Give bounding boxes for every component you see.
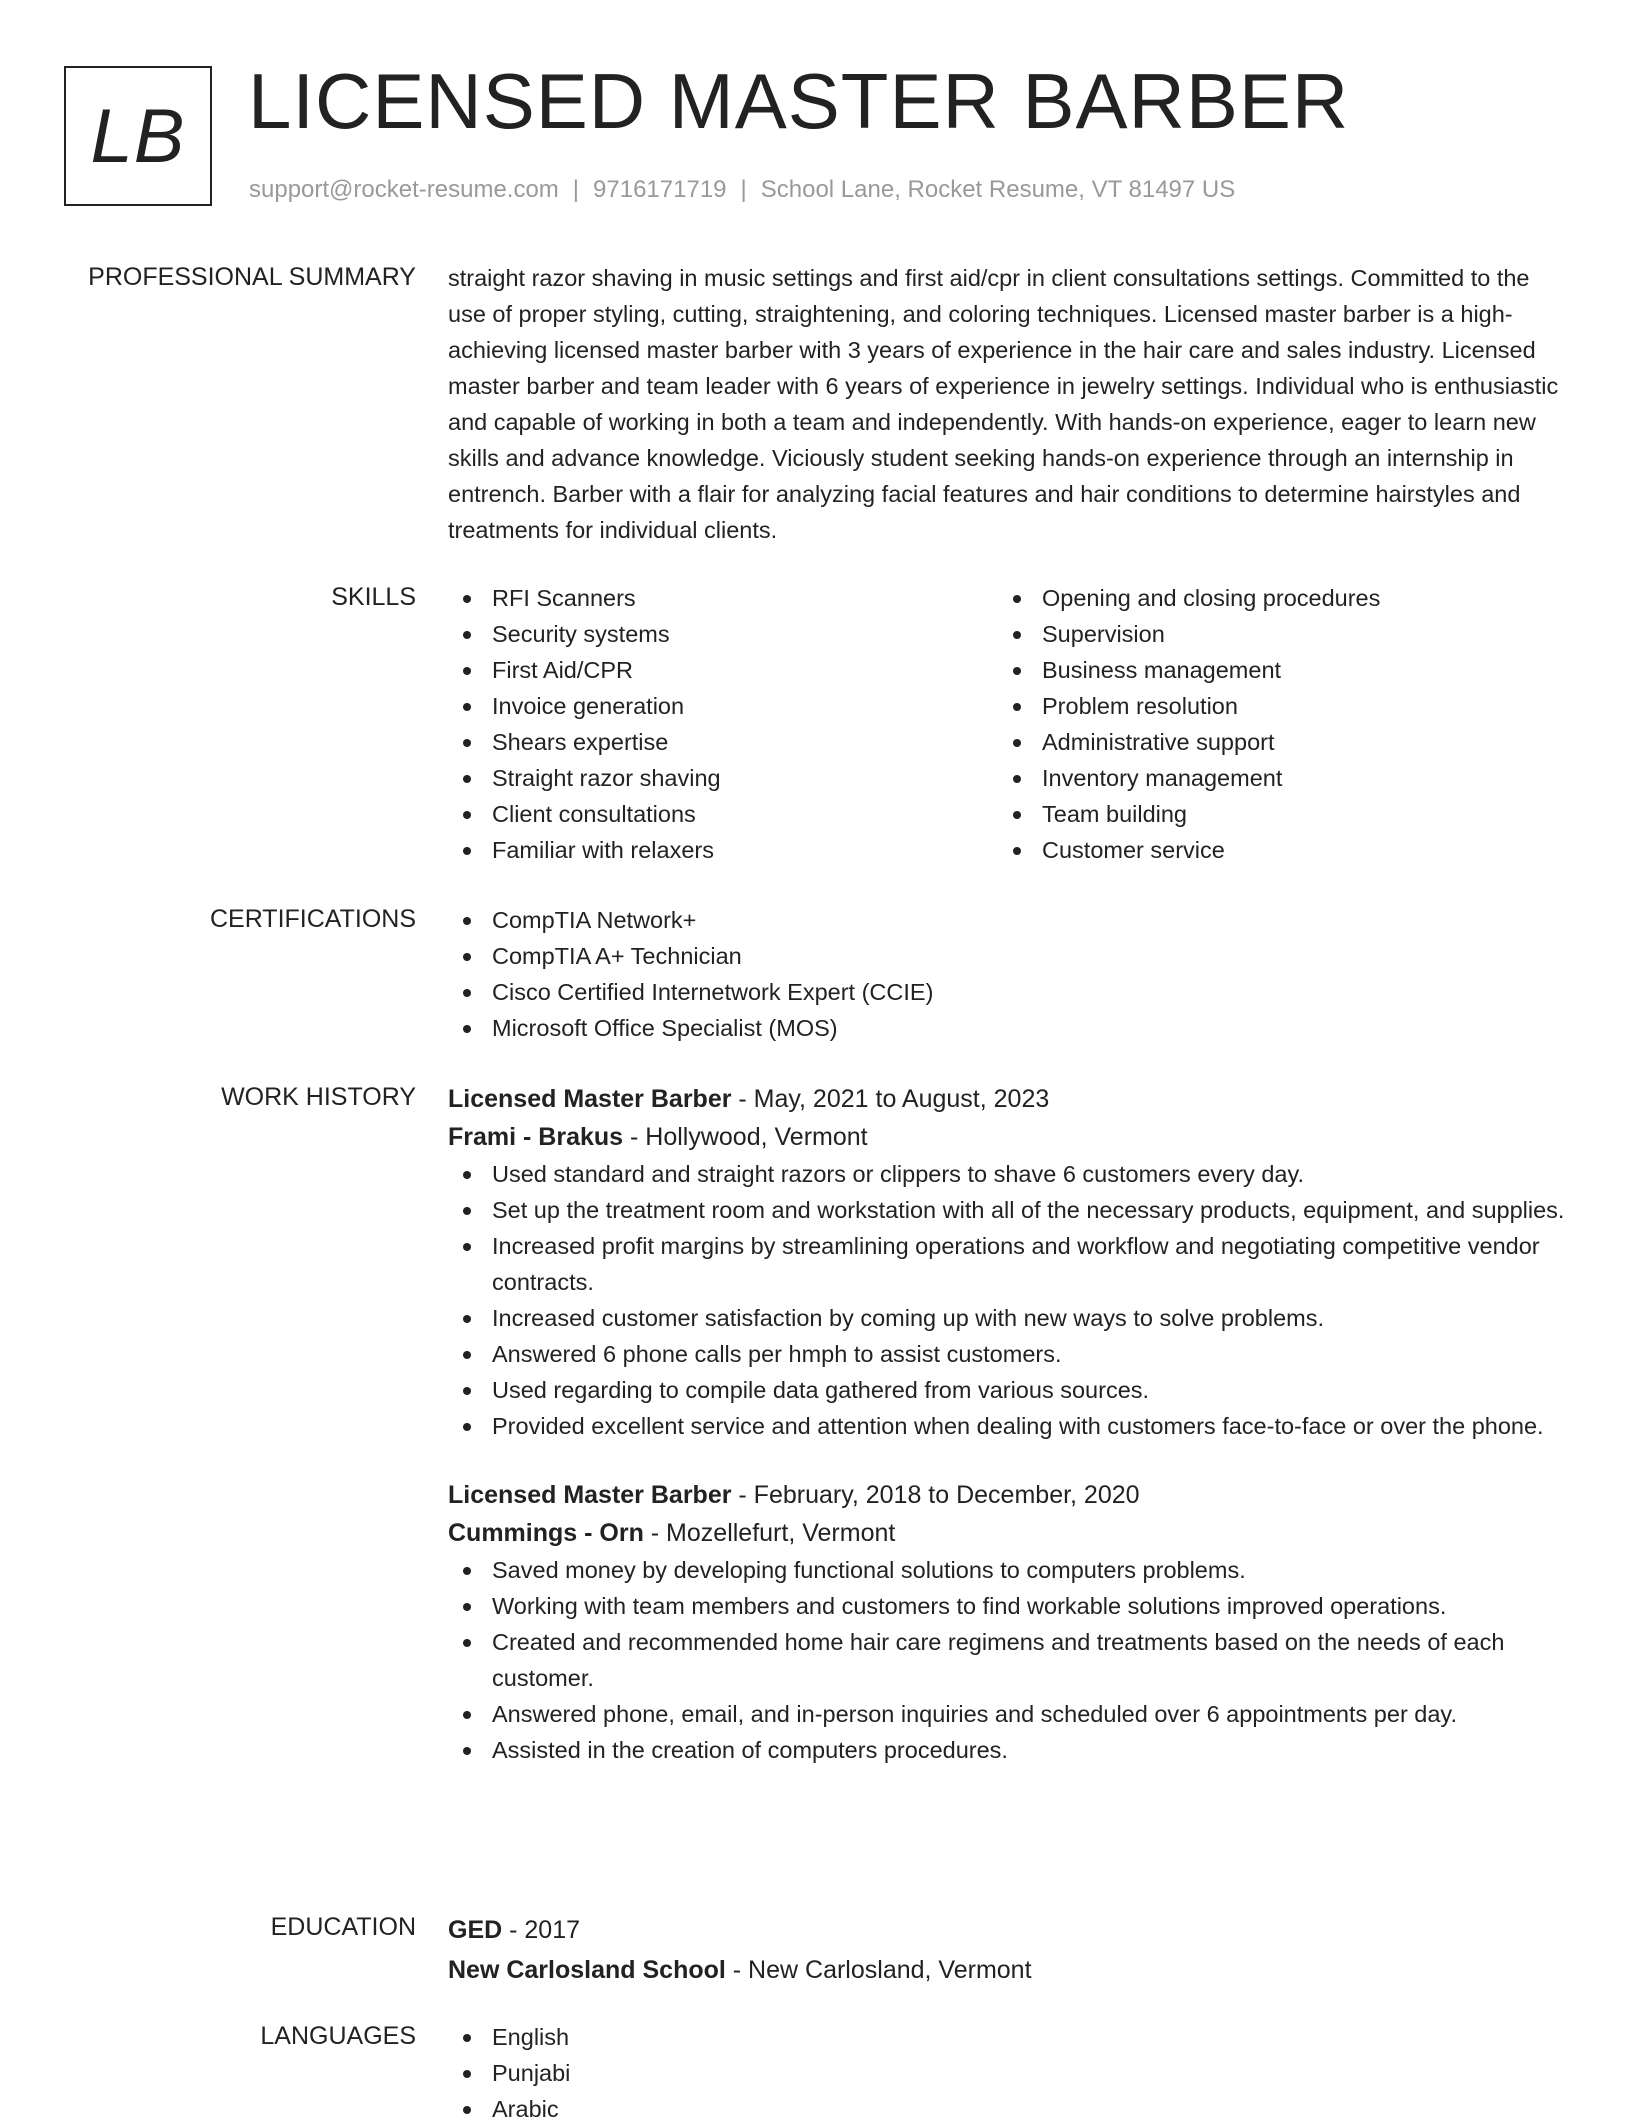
certification-item: Cisco Certified Internetwork Expert (CCIE): [448, 974, 1568, 1010]
skill-item: Supervision: [998, 616, 1548, 652]
job-duty: Used standard and straight razors or clippers to shave 6 customers every day.: [448, 1156, 1568, 1192]
skills-list-right: [998, 580, 1548, 868]
skill-item: Invoice generation: [448, 688, 998, 724]
job-duty: Answered phone, email, and in-person inquiries and scheduled over 6 appointments per day.: [448, 1696, 1568, 1732]
certifications-list: [448, 902, 1568, 1046]
language-item: Arabic: [448, 2091, 1568, 2127]
languages-list: [448, 2019, 1568, 2127]
skill-item: Shears expertise: [448, 724, 998, 760]
education-school-line: [448, 1950, 1568, 1990]
education-degree: GED: [448, 1916, 503, 1944]
job-location: - Mozellefurt, Vermont: [643, 1519, 896, 1547]
skill-item: Problem resolution: [998, 688, 1548, 724]
language-item: English: [448, 2019, 1568, 2055]
resume-title: LICENSED MASTER BARBER: [248, 57, 1350, 145]
skills-list-left: [448, 580, 998, 868]
skill-item: First Aid/CPR: [448, 652, 998, 688]
job-duties-list: [448, 1156, 1568, 1444]
section-heading-certifications: CERTIFICATIONS: [209, 905, 416, 933]
skill-item: Opening and closing procedures: [998, 580, 1548, 616]
education-degree-line: [448, 1910, 1568, 1950]
job-duty: Increased profit margins by streamlining operations and workflow and negotiating competitive vendor contracts.: [448, 1228, 1568, 1300]
job-dates: - February, 2018 to December, 2020: [731, 1481, 1140, 1509]
certification-item: Microsoft Office Specialist (MOS): [448, 1010, 1568, 1046]
job-title: Licensed Master Barber: [448, 1481, 732, 1509]
contact-email: support@rocket-resume.com: [249, 176, 559, 203]
job-title: Licensed Master Barber: [448, 1085, 732, 1113]
job-dates: - May, 2021 to August, 2023: [731, 1085, 1050, 1113]
job-company: Frami - Brakus: [448, 1123, 624, 1151]
job-title-line: [448, 1476, 1568, 1514]
section-heading-summary: PROFESSIONAL SUMMARY: [88, 263, 416, 291]
job-duty: Set up the treatment room and workstation with all of the necessary products, equipment, and supplies.: [448, 1192, 1568, 1228]
job-duty: Working with team members and customers to find workable solutions improved operations.: [448, 1588, 1568, 1624]
contact-separator: |: [572, 176, 580, 203]
job-duties-list: [448, 1552, 1568, 1768]
job-duty: Saved money by developing functional solutions to computers problems.: [448, 1552, 1568, 1588]
job-title-line: [448, 1080, 1568, 1118]
job-company-line: [448, 1514, 1568, 1552]
skill-item: Inventory management: [998, 760, 1548, 796]
certification-item: CompTIA A+ Technician: [448, 938, 1568, 974]
certification-item: CompTIA Network+: [448, 902, 1568, 938]
section-heading-skills: SKILLS: [331, 583, 416, 611]
skill-item: Familiar with relaxers: [448, 832, 998, 868]
section-heading-languages: LANGUAGES: [260, 2022, 416, 2050]
job-company: Cummings - Orn: [448, 1519, 644, 1547]
job-duty: Used regarding to compile data gathered from various sources.: [448, 1372, 1568, 1408]
job-entry: [448, 1476, 1568, 1768]
language-item: Punjabi: [448, 2055, 1568, 2091]
summary-text: straight razor shaving in music settings and first aid/cpr in client consultations settings. Committed to the use of proper styling, cutting, straightening, and coloring techniques. Licensed master barber is a high-achieving licensed master barber with 3 years of experience in the hair care and sales industry. Licensed master barber and team leader with 6 years of experience in jewelry settings. Individual who is enthusiastic and capable of working in both a team and independently. With hands-on experience, eager to learn new skills and advance knowledge. Viciously student seeking hands-on experience through an internship in entrench. Barber with a flair for analyzing facial features and hair conditions to determine hairstyles and treatments for individual clients.: [448, 265, 1559, 543]
job-duty: Answered 6 phone calls per hmph to assist customers.: [448, 1336, 1568, 1372]
skill-item: Team building: [998, 796, 1548, 832]
job-duty: Increased customer satisfaction by coming up with new ways to solve problems.: [448, 1300, 1568, 1336]
contact-address: School Lane, Rocket Resume, VT 81497 US: [760, 176, 1236, 203]
skill-item: Administrative support: [998, 724, 1548, 760]
contact-phone: 9716171719: [593, 176, 727, 203]
skill-item: Security systems: [448, 616, 998, 652]
job-company-line: [448, 1118, 1568, 1156]
monogram-logo: [64, 66, 212, 206]
job-duty: Created and recommended home hair care regimens and treatments based on the needs of each customer.: [448, 1624, 1568, 1696]
job-location: - Hollywood, Vermont: [623, 1123, 868, 1151]
education-school: New Carlosland School: [448, 1956, 726, 1984]
contact-line: [249, 174, 1235, 206]
education-year: - 2017: [502, 1916, 581, 1944]
skill-item: RFI Scanners: [448, 580, 998, 616]
job-duty: Assisted in the creation of computers procedures.: [448, 1732, 1568, 1768]
section-heading-work-history: WORK HISTORY: [221, 1083, 416, 1111]
monogram-initials: LB: [90, 93, 186, 179]
job-entry: [448, 1080, 1568, 1444]
skill-item: Business management: [998, 652, 1548, 688]
section-heading-education: EDUCATION: [270, 1913, 416, 1941]
education-location: - New Carlosland, Vermont: [725, 1956, 1032, 1984]
contact-separator: |: [740, 176, 747, 203]
skill-item: Client consultations: [448, 796, 998, 832]
skill-item: Customer service: [998, 832, 1548, 868]
job-duty: Provided excellent service and attention when dealing with customers face-to-face or over the phone.: [448, 1408, 1568, 1444]
skill-item: Straight razor shaving: [448, 760, 998, 796]
